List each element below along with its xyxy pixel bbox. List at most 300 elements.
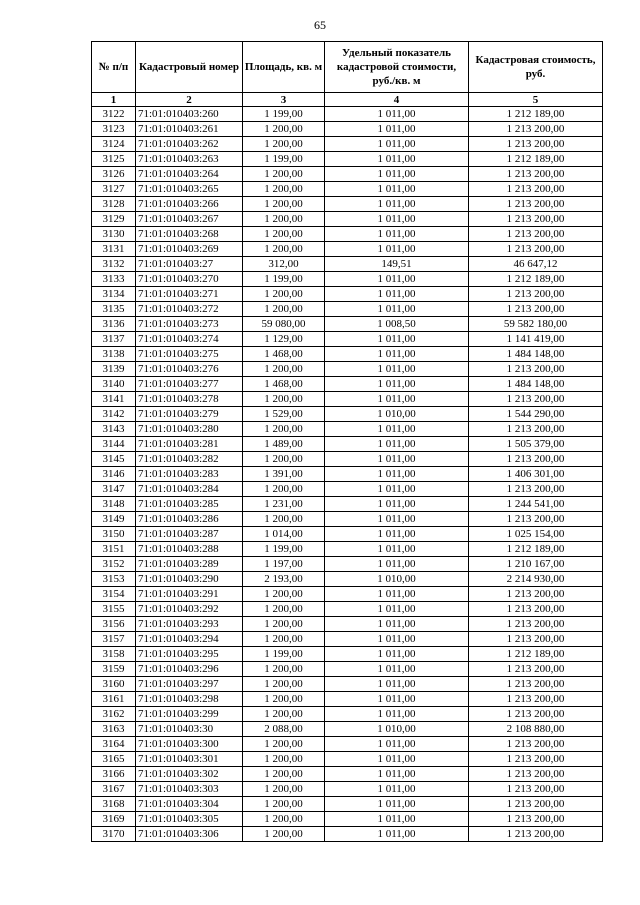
- area-cell: 1 200,00: [243, 797, 325, 812]
- specific-value-cell: 1 011,00: [325, 632, 469, 647]
- area-cell: 1 200,00: [243, 122, 325, 137]
- cadastral-cost-cell: 1 212 189,00: [469, 647, 603, 662]
- row-index-cell: 3127: [92, 182, 136, 197]
- cadastral-cost-cell: 1 213 200,00: [469, 602, 603, 617]
- column-number: 4: [325, 93, 469, 107]
- header-area: Площадь, кв. м: [243, 42, 325, 93]
- row-index-cell: 3153: [92, 572, 136, 587]
- table-row: [92, 332, 603, 347]
- row-index-cell: 3155: [92, 602, 136, 617]
- area-cell: 1 200,00: [243, 482, 325, 497]
- cadastral-number-cell: 71:01:010403:262: [136, 137, 243, 152]
- specific-value-cell: 1 011,00: [325, 797, 469, 812]
- table-row: [92, 422, 603, 437]
- cadastral-cost-cell: 1 213 200,00: [469, 212, 603, 227]
- cadastral-cost-cell: 1 213 200,00: [469, 797, 603, 812]
- cadastral-number-cell: 71:01:010403:294: [136, 632, 243, 647]
- cadastral-number-cell: 71:01:010403:265: [136, 182, 243, 197]
- cadastral-number-cell: 71:01:010403:282: [136, 452, 243, 467]
- specific-value-cell: 1 011,00: [325, 602, 469, 617]
- specific-value-cell: 1 011,00: [325, 332, 469, 347]
- cadastral-cost-cell: 1 213 200,00: [469, 392, 603, 407]
- row-index-cell: 3131: [92, 242, 136, 257]
- cadastral-cost-cell: 1 213 200,00: [469, 302, 603, 317]
- row-index-cell: 3126: [92, 167, 136, 182]
- cadastral-cost-cell: 1 213 200,00: [469, 362, 603, 377]
- table-row: [92, 767, 603, 782]
- table-row: [92, 752, 603, 767]
- cadastral-cost-cell: 1 213 200,00: [469, 167, 603, 182]
- specific-value-cell: 1 011,00: [325, 287, 469, 302]
- area-cell: 1 529,00: [243, 407, 325, 422]
- cadastral-cost-cell: 1 213 200,00: [469, 452, 603, 467]
- specific-value-cell: 1 011,00: [325, 377, 469, 392]
- table-row: [92, 392, 603, 407]
- cadastral-number-cell: 71:01:010403:301: [136, 752, 243, 767]
- table-row: [92, 647, 603, 662]
- area-cell: 1 199,00: [243, 107, 325, 122]
- area-cell: 1 200,00: [243, 302, 325, 317]
- row-index-cell: 3144: [92, 437, 136, 452]
- specific-value-cell: 1 011,00: [325, 692, 469, 707]
- area-cell: 1 391,00: [243, 467, 325, 482]
- row-index-cell: 3164: [92, 737, 136, 752]
- specific-value-cell: 1 011,00: [325, 182, 469, 197]
- cadastral-cost-cell: 59 582 180,00: [469, 317, 603, 332]
- specific-value-cell: 1 011,00: [325, 452, 469, 467]
- specific-value-cell: 1 011,00: [325, 242, 469, 257]
- area-cell: 1 200,00: [243, 512, 325, 527]
- specific-value-cell: 1 011,00: [325, 587, 469, 602]
- area-cell: 1 200,00: [243, 767, 325, 782]
- cadastral-number-cell: 71:01:010403:263: [136, 152, 243, 167]
- cadastral-cost-cell: 1 141 419,00: [469, 332, 603, 347]
- area-cell: 1 200,00: [243, 782, 325, 797]
- row-index-cell: 3137: [92, 332, 136, 347]
- cadastral-number-cell: 71:01:010403:266: [136, 197, 243, 212]
- row-index-cell: 3170: [92, 827, 136, 842]
- table-row: [92, 197, 603, 212]
- table-row: [92, 467, 603, 482]
- table-row: [92, 227, 603, 242]
- cadastral-cost-cell: 1 213 200,00: [469, 692, 603, 707]
- row-index-cell: 3157: [92, 632, 136, 647]
- specific-value-cell: 1 011,00: [325, 347, 469, 362]
- area-cell: 1 199,00: [243, 647, 325, 662]
- area-cell: 59 080,00: [243, 317, 325, 332]
- cadastral-number-cell: 71:01:010403:289: [136, 557, 243, 572]
- cadastral-cost-cell: 2 214 930,00: [469, 572, 603, 587]
- cadastral-number-cell: 71:01:010403:285: [136, 497, 243, 512]
- cadastral-number-cell: 71:01:010403:297: [136, 677, 243, 692]
- specific-value-cell: 1 011,00: [325, 227, 469, 242]
- row-index-cell: 3159: [92, 662, 136, 677]
- cadastral-number-cell: 71:01:010403:271: [136, 287, 243, 302]
- table-row: [92, 317, 603, 332]
- specific-value-cell: 1 011,00: [325, 662, 469, 677]
- table-row: [92, 482, 603, 497]
- cadastral-number-cell: 71:01:010403:304: [136, 797, 243, 812]
- cadastral-number-cell: 71:01:010403:275: [136, 347, 243, 362]
- table-row: [92, 152, 603, 167]
- area-cell: 1 199,00: [243, 542, 325, 557]
- specific-value-cell: 1 011,00: [325, 302, 469, 317]
- table-row: [92, 167, 603, 182]
- cadastral-number-cell: 71:01:010403:260: [136, 107, 243, 122]
- table-row: [92, 587, 603, 602]
- specific-value-cell: 1 011,00: [325, 362, 469, 377]
- table-row: [92, 707, 603, 722]
- table-row: [92, 122, 603, 137]
- header-index: № п/п: [92, 42, 136, 93]
- row-index-cell: 3129: [92, 212, 136, 227]
- area-cell: 1 129,00: [243, 332, 325, 347]
- specific-value-cell: 1 011,00: [325, 617, 469, 632]
- cadastral-cost-cell: 1 213 200,00: [469, 122, 603, 137]
- specific-value-cell: 1 011,00: [325, 107, 469, 122]
- cadastral-cost-cell: 1 213 200,00: [469, 782, 603, 797]
- specific-value-cell: 1 011,00: [325, 542, 469, 557]
- area-cell: 1 014,00: [243, 527, 325, 542]
- cadastral-number-cell: 71:01:010403:264: [136, 167, 243, 182]
- cadastral-cost-cell: 1 212 189,00: [469, 542, 603, 557]
- area-cell: 1 200,00: [243, 632, 325, 647]
- row-index-cell: 3147: [92, 482, 136, 497]
- specific-value-cell: 1 011,00: [325, 482, 469, 497]
- table-row: [92, 557, 603, 572]
- row-index-cell: 3169: [92, 812, 136, 827]
- specific-value-cell: 1 011,00: [325, 677, 469, 692]
- specific-value-cell: 1 011,00: [325, 512, 469, 527]
- table-row: [92, 662, 603, 677]
- column-number-row: [92, 93, 603, 107]
- cadastral-cost-cell: 1 210 167,00: [469, 557, 603, 572]
- cadastral-number-cell: 71:01:010403:287: [136, 527, 243, 542]
- area-cell: 1 199,00: [243, 272, 325, 287]
- cadastral-number-cell: 71:01:010403:292: [136, 602, 243, 617]
- cadastral-cost-cell: 1 213 200,00: [469, 137, 603, 152]
- specific-value-cell: 1 011,00: [325, 647, 469, 662]
- row-index-cell: 3152: [92, 557, 136, 572]
- table-row: [92, 737, 603, 752]
- table-row: [92, 242, 603, 257]
- specific-value-cell: 1 011,00: [325, 272, 469, 287]
- page-number: 65: [314, 18, 326, 32]
- area-cell: 1 200,00: [243, 167, 325, 182]
- row-index-cell: 3130: [92, 227, 136, 242]
- specific-value-cell: 1 011,00: [325, 167, 469, 182]
- cadastral-cost-cell: 1 505 379,00: [469, 437, 603, 452]
- specific-value-cell: 1 011,00: [325, 497, 469, 512]
- cadastral-cost-cell: 1 213 200,00: [469, 737, 603, 752]
- cadastral-number-cell: 71:01:010403:277: [136, 377, 243, 392]
- cadastral-cost-cell: 1 213 200,00: [469, 587, 603, 602]
- area-cell: 1 200,00: [243, 287, 325, 302]
- row-index-cell: 3145: [92, 452, 136, 467]
- table-header: [92, 42, 603, 107]
- cadastral-number-cell: 71:01:010403:284: [136, 482, 243, 497]
- row-index-cell: 3162: [92, 707, 136, 722]
- row-index-cell: 3151: [92, 542, 136, 557]
- cadastral-number-cell: 71:01:010403:273: [136, 317, 243, 332]
- table-row: [92, 137, 603, 152]
- row-index-cell: 3165: [92, 752, 136, 767]
- cadastral-number-cell: 71:01:010403:278: [136, 392, 243, 407]
- cadastral-number-cell: 71:01:010403:302: [136, 767, 243, 782]
- specific-value-cell: 1 011,00: [325, 467, 469, 482]
- row-index-cell: 3134: [92, 287, 136, 302]
- specific-value-cell: 149,51: [325, 257, 469, 272]
- row-index-cell: 3166: [92, 767, 136, 782]
- table-row: [92, 797, 603, 812]
- column-number: 1: [92, 93, 136, 107]
- area-cell: 1 489,00: [243, 437, 325, 452]
- table-row: [92, 257, 603, 272]
- table-row: [92, 362, 603, 377]
- cadastral-cost-cell: 1 213 200,00: [469, 242, 603, 257]
- cadastral-number-cell: 71:01:010403:303: [136, 782, 243, 797]
- cadastral-cost-cell: 1 213 200,00: [469, 512, 603, 527]
- cadastral-cost-cell: 1 406 301,00: [469, 467, 603, 482]
- cadastral-number-cell: 71:01:010403:283: [136, 467, 243, 482]
- table-row: [92, 722, 603, 737]
- cadastral-cost-cell: 1 213 200,00: [469, 812, 603, 827]
- area-cell: 312,00: [243, 257, 325, 272]
- row-index-cell: 3138: [92, 347, 136, 362]
- specific-value-cell: 1 011,00: [325, 767, 469, 782]
- cadastral-number-cell: 71:01:010403:276: [136, 362, 243, 377]
- row-index-cell: 3132: [92, 257, 136, 272]
- cadastral-cost-cell: 1 484 148,00: [469, 347, 603, 362]
- row-index-cell: 3143: [92, 422, 136, 437]
- specific-value-cell: 1 011,00: [325, 392, 469, 407]
- row-index-cell: 3161: [92, 692, 136, 707]
- table-row: [92, 497, 603, 512]
- cadastral-number-cell: 71:01:010403:298: [136, 692, 243, 707]
- area-cell: 1 200,00: [243, 662, 325, 677]
- cadastral-cost-cell: 2 108 880,00: [469, 722, 603, 737]
- area-cell: 1 199,00: [243, 152, 325, 167]
- cadastral-cost-cell: 1 213 200,00: [469, 197, 603, 212]
- column-number: 5: [469, 93, 603, 107]
- cadastral-cost-cell: 1 213 200,00: [469, 707, 603, 722]
- area-cell: 1 200,00: [243, 242, 325, 257]
- specific-value-cell: 1 008,50: [325, 317, 469, 332]
- area-cell: 1 200,00: [243, 617, 325, 632]
- area-cell: 1 200,00: [243, 197, 325, 212]
- cadastral-cost-cell: 46 647,12: [469, 257, 603, 272]
- cadastral-number-cell: 71:01:010403:27: [136, 257, 243, 272]
- table-row: [92, 677, 603, 692]
- cadastral-cost-cell: 1 212 189,00: [469, 272, 603, 287]
- area-cell: 1 200,00: [243, 137, 325, 152]
- specific-value-cell: 1 011,00: [325, 197, 469, 212]
- cadastral-cost-cell: 1 213 200,00: [469, 677, 603, 692]
- cadastral-cost-cell: 1 213 200,00: [469, 617, 603, 632]
- table-row: [92, 437, 603, 452]
- table-row: [92, 302, 603, 317]
- row-index-cell: 3163: [92, 722, 136, 737]
- specific-value-cell: 1 010,00: [325, 722, 469, 737]
- area-cell: 1 200,00: [243, 677, 325, 692]
- cadastral-number-cell: 71:01:010403:279: [136, 407, 243, 422]
- cadastral-cost-cell: 1 213 200,00: [469, 482, 603, 497]
- table-row: [92, 347, 603, 362]
- cadastral-cost-cell: 1 213 200,00: [469, 422, 603, 437]
- cadastral-number-cell: 71:01:010403:272: [136, 302, 243, 317]
- cadastral-number-cell: 71:01:010403:290: [136, 572, 243, 587]
- cadastral-cost-cell: 1 544 290,00: [469, 407, 603, 422]
- table-row: [92, 107, 603, 122]
- cadastral-number-cell: 71:01:010403:296: [136, 662, 243, 677]
- table-row: [92, 272, 603, 287]
- cadastral-cost-cell: 1 212 189,00: [469, 107, 603, 122]
- table-row: [92, 617, 603, 632]
- area-cell: 1 200,00: [243, 212, 325, 227]
- row-index-cell: 3140: [92, 377, 136, 392]
- header-specific-value: Удельный показатель кадастровой стоимости, руб./кв. м: [325, 42, 469, 93]
- table-body: [92, 107, 603, 842]
- area-cell: 1 468,00: [243, 347, 325, 362]
- table-row: [92, 527, 603, 542]
- table-row: [92, 812, 603, 827]
- cadastral-cost-cell: 1 213 200,00: [469, 227, 603, 242]
- table-row: [92, 182, 603, 197]
- cadastral-cost-cell: 1 484 148,00: [469, 377, 603, 392]
- cadastral-number-cell: 71:01:010403:268: [136, 227, 243, 242]
- area-cell: 1 231,00: [243, 497, 325, 512]
- cadastral-cost-cell: 1 244 541,00: [469, 497, 603, 512]
- cadastral-number-cell: 71:01:010403:300: [136, 737, 243, 752]
- area-cell: 1 468,00: [243, 377, 325, 392]
- cadastral-number-cell: 71:01:010403:281: [136, 437, 243, 452]
- row-index-cell: 3148: [92, 497, 136, 512]
- area-cell: 1 200,00: [243, 227, 325, 242]
- row-index-cell: 3149: [92, 512, 136, 527]
- cadastral-number-cell: 71:01:010403:299: [136, 707, 243, 722]
- area-cell: 1 200,00: [243, 452, 325, 467]
- row-index-cell: 3139: [92, 362, 136, 377]
- cadastral-number-cell: 71:01:010403:30: [136, 722, 243, 737]
- cadastral-cost-cell: 1 212 189,00: [469, 152, 603, 167]
- row-index-cell: 3146: [92, 467, 136, 482]
- cadastral-cost-cell: 1 213 200,00: [469, 662, 603, 677]
- row-index-cell: 3158: [92, 647, 136, 662]
- table-row: [92, 827, 603, 842]
- area-cell: 1 200,00: [243, 827, 325, 842]
- cadastral-cost-cell: 1 025 154,00: [469, 527, 603, 542]
- table-row: [92, 542, 603, 557]
- row-index-cell: 3141: [92, 392, 136, 407]
- specific-value-cell: 1 011,00: [325, 812, 469, 827]
- row-index-cell: 3167: [92, 782, 136, 797]
- header-row: [92, 42, 603, 93]
- specific-value-cell: 1 011,00: [325, 827, 469, 842]
- specific-value-cell: 1 010,00: [325, 572, 469, 587]
- row-index-cell: 3142: [92, 407, 136, 422]
- area-cell: 1 200,00: [243, 737, 325, 752]
- column-number: 2: [136, 93, 243, 107]
- specific-value-cell: 1 011,00: [325, 782, 469, 797]
- cadastral-number-cell: 71:01:010403:291: [136, 587, 243, 602]
- row-index-cell: 3156: [92, 617, 136, 632]
- cadastral-cost-cell: 1 213 200,00: [469, 182, 603, 197]
- cadastral-number-cell: 71:01:010403:267: [136, 212, 243, 227]
- cadastral-cost-cell: 1 213 200,00: [469, 287, 603, 302]
- table-row: [92, 602, 603, 617]
- area-cell: 1 200,00: [243, 422, 325, 437]
- specific-value-cell: 1 011,00: [325, 137, 469, 152]
- specific-value-cell: 1 011,00: [325, 212, 469, 227]
- specific-value-cell: 1 011,00: [325, 527, 469, 542]
- area-cell: 1 200,00: [243, 182, 325, 197]
- row-index-cell: 3133: [92, 272, 136, 287]
- area-cell: 1 200,00: [243, 392, 325, 407]
- table-row: [92, 212, 603, 227]
- row-index-cell: 3125: [92, 152, 136, 167]
- cadastral-cost-cell: 1 213 200,00: [469, 752, 603, 767]
- area-cell: 2 193,00: [243, 572, 325, 587]
- column-number: 3: [243, 93, 325, 107]
- table-row: [92, 452, 603, 467]
- area-cell: 2 088,00: [243, 722, 325, 737]
- cadastral-number-cell: 71:01:010403:261: [136, 122, 243, 137]
- header-cadastral-number: Кадастровый номер: [136, 42, 243, 93]
- row-index-cell: 3123: [92, 122, 136, 137]
- specific-value-cell: 1 011,00: [325, 752, 469, 767]
- cadastral-cost-cell: 1 213 200,00: [469, 827, 603, 842]
- row-index-cell: 3160: [92, 677, 136, 692]
- cadastral-cost-cell: 1 213 200,00: [469, 632, 603, 647]
- header-cadastral-cost: Кадастровая стоимость, руб.: [469, 42, 603, 93]
- specific-value-cell: 1 011,00: [325, 122, 469, 137]
- area-cell: 1 197,00: [243, 557, 325, 572]
- cadastral-number-cell: 71:01:010403:305: [136, 812, 243, 827]
- specific-value-cell: 1 011,00: [325, 422, 469, 437]
- row-index-cell: 3124: [92, 137, 136, 152]
- cadastral-number-cell: 71:01:010403:274: [136, 332, 243, 347]
- row-index-cell: 3168: [92, 797, 136, 812]
- area-cell: 1 200,00: [243, 707, 325, 722]
- table-row: [92, 512, 603, 527]
- cadastral-cost-cell: 1 213 200,00: [469, 767, 603, 782]
- row-index-cell: 3136: [92, 317, 136, 332]
- specific-value-cell: 1 011,00: [325, 737, 469, 752]
- area-cell: 1 200,00: [243, 587, 325, 602]
- cadastral-number-cell: 71:01:010403:288: [136, 542, 243, 557]
- area-cell: 1 200,00: [243, 752, 325, 767]
- specific-value-cell: 1 011,00: [325, 707, 469, 722]
- row-index-cell: 3150: [92, 527, 136, 542]
- row-index-cell: 3135: [92, 302, 136, 317]
- table-row: [92, 782, 603, 797]
- cadastral-number-cell: 71:01:010403:269: [136, 242, 243, 257]
- area-cell: 1 200,00: [243, 812, 325, 827]
- area-cell: 1 200,00: [243, 692, 325, 707]
- row-index-cell: 3128: [92, 197, 136, 212]
- cadastral-number-cell: 71:01:010403:293: [136, 617, 243, 632]
- row-index-cell: 3122: [92, 107, 136, 122]
- specific-value-cell: 1 011,00: [325, 557, 469, 572]
- specific-value-cell: 1 011,00: [325, 437, 469, 452]
- cadastral-number-cell: 71:01:010403:306: [136, 827, 243, 842]
- table-row: [92, 287, 603, 302]
- table-row: [92, 407, 603, 422]
- cadastral-number-cell: 71:01:010403:295: [136, 647, 243, 662]
- table-row: [92, 572, 603, 587]
- cadastral-table: [91, 41, 603, 842]
- table-row: [92, 632, 603, 647]
